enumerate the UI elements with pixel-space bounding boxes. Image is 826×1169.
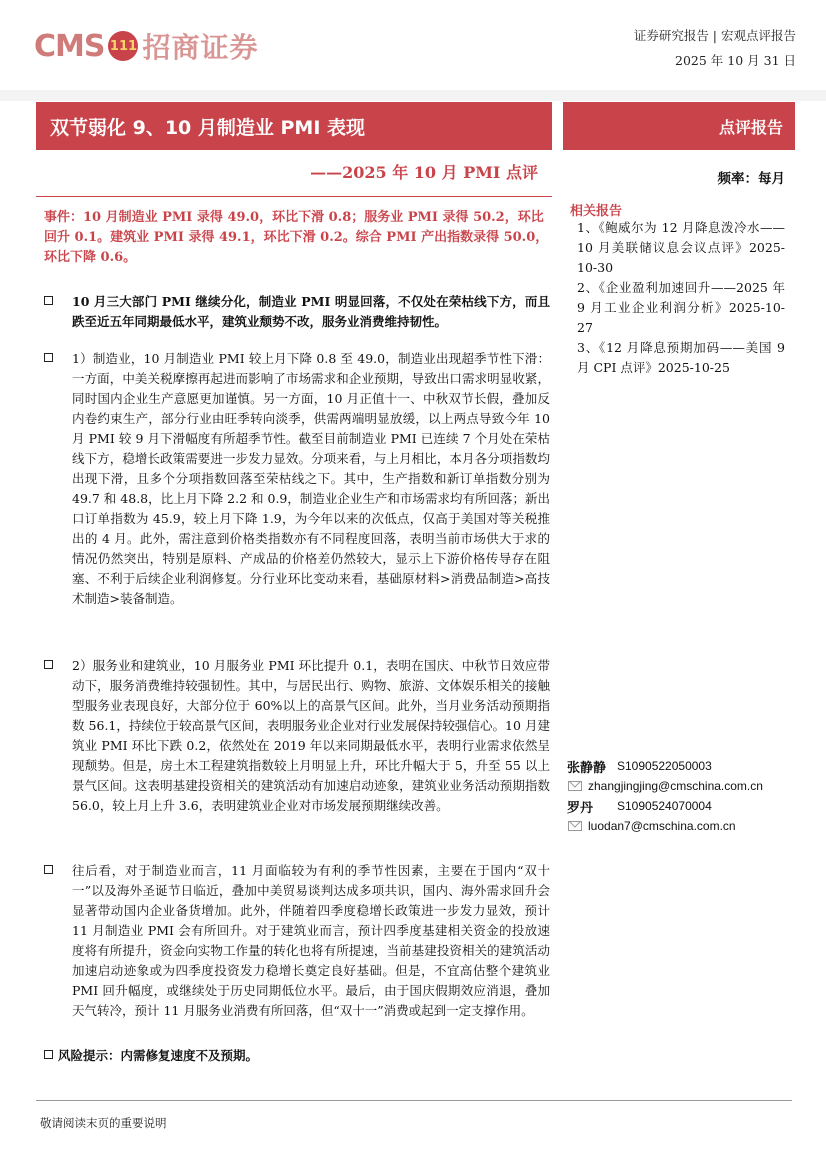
analyst-email[interactable]: zhangjingjing@cmschina.com.cn	[588, 779, 763, 793]
report-frequency: 频率：每月	[717, 171, 785, 187]
report-category-bar	[563, 102, 795, 150]
related-report-link[interactable]: 3、《12 月降息预期加码——美国 9 月 CPI 点评》2025-10-25	[577, 340, 785, 375]
title-bar	[36, 102, 552, 150]
related-report-link[interactable]: 1、《鲍威尔为 12 月降息泼冷水——10 月美联储议息会议点评》2025-10-30	[577, 220, 785, 275]
paragraph-text: 10 月三大部门 PMI 继续分化，制造业 PMI 明显回落，不仅处在荣枯线下方，而且跌至近五年同期最低水平，建筑业颓势不改，服务业消费维持韧性。	[72, 294, 550, 329]
risk-warning	[44, 1046, 550, 1066]
related-report-link[interactable]: 2、《企业盈利加速回升——2025 年 9 月工业企业利润分析》2025-10-27	[577, 280, 785, 335]
page-subtitle: ——2025 年 10 月 PMI 点评	[310, 163, 538, 182]
checkbox-bullet-icon	[44, 353, 53, 362]
analyst-info	[567, 756, 792, 836]
analyst-name: 张静静	[567, 760, 607, 776]
checkbox-bullet-icon	[44, 865, 53, 874]
company-logo	[34, 24, 259, 68]
event-summary: 事件：10 月制造业 PMI 录得 49.0，环比下滑 0.8；服务业 PMI 录得 50.2，环比回升 0.1。建筑业 PMI 录得 49.1，环比下滑 0.2。综合 PMI 产出指数录得 50.0，环比下降 0.6。	[44, 210, 549, 265]
analyst-email-row	[567, 776, 792, 796]
analyst-email[interactable]: luodan7@cmschina.com.cn	[588, 819, 736, 833]
checkbox-bullet-icon	[44, 660, 53, 669]
key-point-paragraph	[44, 292, 550, 332]
paragraph-text: 往后看，对于制造业而言，11 月面临较为有利的季节性因素，主要在于国内“双十一”以及海外圣诞节日临近，叠加中美贸易谈判达成多项共识，国内、海外需求回升会显著带动国内企业备货增加。此外，伴随着四季度稳增长政策进一步发力显效，预计 11 月制造业 PMI 会有所回升。对于建筑业而言，预计四季度基建相关资金的投放速度将有所提升，资金向实物工作量的转化也将有所提速，当前基建投资相关的建筑活动加速启动迹象或为四季度投资发力稳增长奠定良好基础。但是，不宜高估整个建筑业 PMI 回升幅度，或继续处于历史同期低位水平。最后，由于国庆假期效应消退，叠加天气转冷，预计 11 月服务业消费有所回落，但“双十一”消费或起到一定支撑作用。	[72, 863, 550, 1018]
analyst-row	[567, 796, 792, 816]
risk-text: 风险提示：内需修复速度不及预期。	[58, 1048, 259, 1063]
paragraph-text: 1）制造业，10 月制造业 PMI 较上月下降 0.8 至 49.0，制造业出现超季节性下滑：一方面，中美关税摩擦再起进而影响了市场需求和企业预期，导致出口需求明显收紧，同时国内企业生产意愿更加谨慎。另一方面，10 月正值十一、中秋双节长假，叠加反内卷约束生产，部分行业由旺季转向淡季，供需两端明显放缓，以上两点导致今年 10 月 PMI 较 9 月下滑幅度有所超季节性。截至目前制造业 PMI 已连续 7 个月处在荣枯线下方，稳增长政策需要进一步发力显效。分项来看，与上月相比，本月各分项指数均出现下滑，且多个分项指数回落至荣枯线之下。其中，生产指数和新订单指数分别为 49.7 和 48.8，比上月下降 2.2 和 0.9，制造业企业生产和市场需求均有所回落；新出口订单指数为 45.9，较上月下降 1.9，为今年以来的次低点，仅高于美国对等关税推出的 4 月。此外，需注意到价格类指数亦有不同程度回落，表明当前市场供大于求的情况仍然突出，特别是原料、产成品的价格差仍然较大，显示上下游价格传导存在阻塞、不利于后续企业利润修复。分行业环比变动来看，基础原材料>消费品制造>高技术制造>装备制造。	[72, 351, 550, 606]
analyst-name: 罗丹	[567, 800, 594, 816]
analyst-license: S1090522050003	[617, 759, 712, 773]
analyst-email-row	[567, 816, 792, 836]
report-date: 2025 年 10 月 31 日	[675, 53, 796, 68]
checkbox-bullet-icon	[44, 1050, 53, 1059]
analyst-license: S1090524070004	[617, 799, 712, 813]
manufacturing-paragraph	[44, 349, 550, 609]
analyst-row	[567, 756, 792, 776]
logo-latin-text: CMS	[34, 28, 105, 64]
mail-icon	[568, 781, 582, 791]
checkbox-bullet-icon	[44, 296, 53, 305]
footer-note: 敬请阅读末页的重要说明	[40, 1116, 167, 1130]
mail-icon	[568, 821, 582, 831]
outlook-paragraph	[44, 861, 550, 1021]
title-divider	[36, 196, 552, 197]
related-reports-list	[577, 218, 785, 378]
paragraph-text: 2）服务业和建筑业，10 月服务业 PMI 环比提升 0.1，表明在国庆、中秋节日效应带动下，服务消费维持较强韧性。其中，与居民出行、购物、旅游、文体娱乐相关的接触型服务业表现良好，大部分位于 60%以上的高景气区间。此外，当月业务活动预期指数 56.1，持续位于较高景气区间，表明服务业企业对行业发展保持较强信心。10 月建筑业 PMI 环比下跌 0.2，依然处在 2019 年以来同期最低水平，表明行业需求依然呈现颓势。但是，房土木工程建筑指数较上月明显上升，环比升幅大于 5，升至 55 以上景气区间。这表明基建投资相关的建筑活动有加速启动迹象，建筑业业务活动预期指数 56.0，较上月上升 3.6，表明建筑业企业对市场发展预期继续改善。	[72, 658, 550, 813]
logo-badge-icon: 111	[108, 31, 138, 61]
report-type: 证券研究报告 | 宏观点评报告	[633, 28, 796, 43]
page-title: 双节弱化 9、10 月制造业 PMI 表现	[50, 116, 366, 139]
logo-chinese-text: 招商证券	[142, 31, 259, 64]
services-construction-paragraph	[44, 656, 550, 816]
footer-divider	[36, 1100, 792, 1101]
related-reports-heading: 相关报告	[570, 204, 623, 219]
report-category-label: 点评报告	[718, 117, 783, 137]
header-band	[0, 90, 826, 101]
